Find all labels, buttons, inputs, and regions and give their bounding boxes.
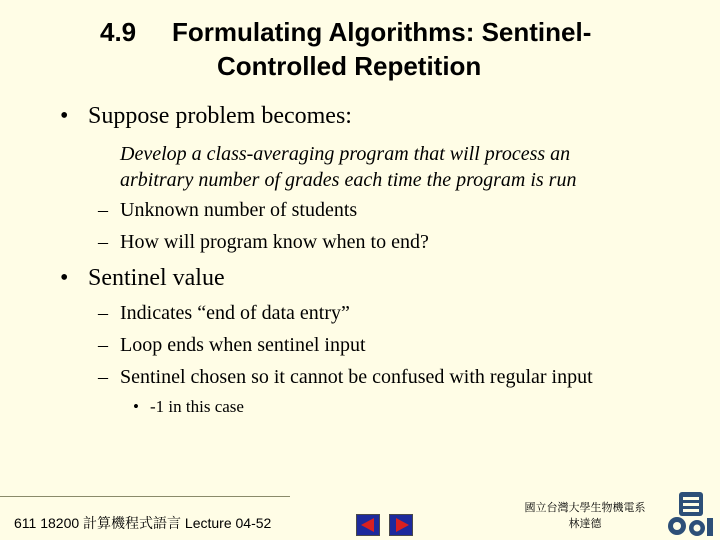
title-line-2: Controlled Repetition — [217, 51, 482, 81]
footer-course-lecture: 611 18200 計算機程式語言 Lecture 04-52 — [14, 515, 272, 531]
subitem-sentinel-chosen: Sentinel chosen so it cannot be confused with regular input — [120, 366, 593, 388]
dash-marker: – — [98, 199, 108, 221]
author-name: 林達德 — [568, 517, 602, 530]
institution-name: 國立台灣大學生物機電系 — [524, 501, 646, 514]
next-slide-button[interactable] — [389, 514, 413, 536]
subitem-unknown-students: Unknown number of students — [120, 199, 358, 221]
bullet-suppose: Suppose problem becomes: — [88, 103, 352, 129]
bullet-sentinel-value: Sentinel value — [88, 265, 225, 291]
bullet-marker: • — [60, 103, 69, 129]
triangle-left-icon — [361, 518, 374, 532]
section-number: 4.9 — [100, 17, 137, 47]
dash-marker: – — [98, 231, 108, 253]
subitem-know-when-end: How will program know when to end? — [120, 231, 429, 253]
italic-line-1: Develop a class-averaging program that will process an — [120, 143, 571, 165]
triangle-right-icon — [396, 518, 409, 532]
title-line-1: Formulating Algorithms: Sentinel- — [172, 17, 592, 47]
italic-line-2: arbitrary number of grades each time the program is run — [120, 169, 577, 191]
dash-marker: – — [98, 302, 108, 324]
dash-marker: – — [98, 334, 108, 356]
subsub-minus-one: -1 in this case — [150, 397, 244, 416]
footer-institution — [500, 500, 670, 532]
department-logo-icon — [665, 490, 715, 538]
dash-marker: – — [98, 366, 108, 388]
footer-divider — [0, 496, 290, 497]
bullet-marker: • — [60, 265, 69, 291]
previous-slide-button[interactable] — [356, 514, 380, 536]
subitem-loop-ends: Loop ends when sentinel input — [120, 334, 366, 356]
subitem-end-of-data: Indicates “end of data entry” — [120, 302, 350, 324]
bullet-marker-small: • — [133, 397, 139, 416]
